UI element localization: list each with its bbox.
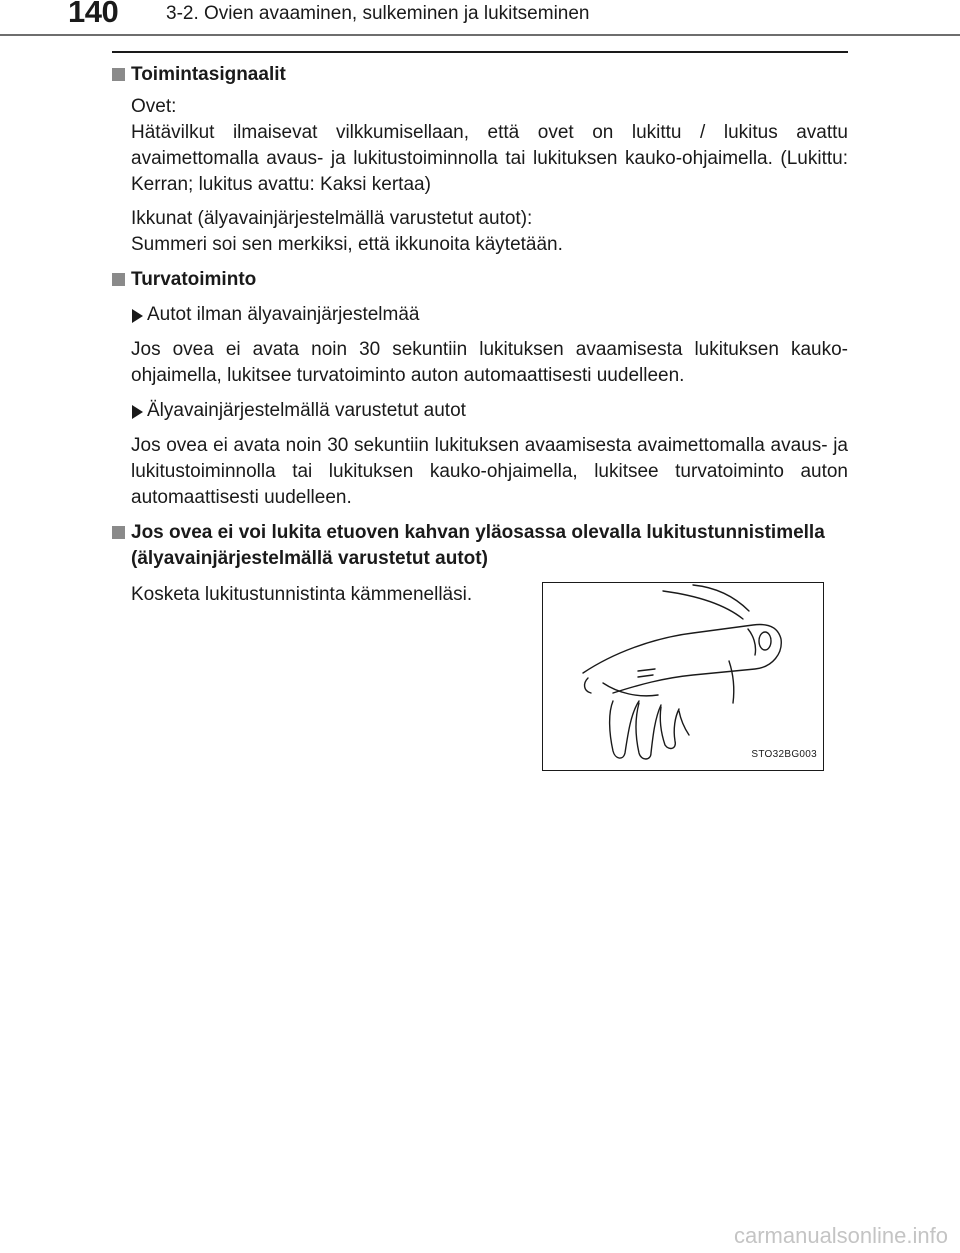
square-bullet-icon: [112, 273, 125, 286]
section-heading-text: Turvatoiminto: [131, 269, 257, 290]
security-body-2: [131, 433, 848, 511]
cannot-lock-paragraph: Kosketa lukitustunnistinta kämmenelläsi.: [131, 584, 473, 605]
page-header: [0, 0, 960, 40]
header-rule: [0, 34, 960, 36]
triangle-bullet-icon: [132, 309, 143, 323]
security-body-1: [131, 337, 848, 389]
subheading-text: Älyavainjärjestelmällä varustetut autot: [147, 400, 466, 421]
chapter-title: 3-2. Ovien avaaminen, sulkeminen ja lukitseminen: [166, 3, 590, 24]
square-bullet-icon: [112, 526, 125, 539]
cannot-lock-block: [112, 582, 848, 782]
page-content: [112, 62, 848, 782]
subheading-smart-key: [131, 398, 848, 424]
windows-text: Summeri soi sen merkiksi, että ikkunoita käytetään.: [131, 234, 563, 255]
square-bullet-icon: [112, 68, 125, 81]
security-paragraph-2: Jos ovea ei avata noin 30 sekuntiin lukituksen avaamisesta avaimettomalla avaus- ja lukitustoiminnolla tai lukituksen kauko-ohjaimella, lukitsee turvatoiminto auton automaattisesti uudelleen.: [131, 435, 848, 508]
figure-code: STO32BG003: [751, 749, 817, 760]
section-heading-signals: [112, 62, 848, 88]
section-rule: [112, 51, 848, 53]
doors-label: Ovet:: [131, 96, 177, 117]
windows-paragraph: [131, 206, 848, 258]
section-heading-cannot-lock: [112, 520, 848, 572]
signals-body: [131, 94, 848, 258]
page-number: 140: [68, 0, 119, 29]
section-heading-text: Toimintasignaalit: [131, 64, 286, 85]
subheading-no-smart-key: [131, 302, 848, 328]
doors-text: Hätävilkut ilmaisevat vilkkumisellaan, että ovet on lukittu / lukitus avattu avaimettomalla avaus- ja lukitustoiminnolla tai lukituksen kauko-ohjaimella. (Lukittu: Kerran; lukitus avattu: Kaksi kertaa): [131, 122, 848, 195]
section-heading-security: [112, 267, 848, 293]
doors-paragraph: [131, 94, 848, 198]
section-heading-text: Jos ovea ei voi lukita etuoven kahvan yläosassa olevalla lukitustunnistimella (älyavainjärjestelmällä varustetut autot): [131, 522, 825, 569]
cannot-lock-body: [131, 582, 531, 608]
security-paragraph-1: Jos ovea ei avata noin 30 sekuntiin lukituksen avaamisesta lukituksen kauko-ohjaimella, lukitsee turvatoiminto auton automaattisesti uudelleen.: [131, 339, 848, 386]
windows-label: Ikkunat (älyavainjärjestelmällä varustetut autot):: [131, 208, 533, 229]
triangle-bullet-icon: [132, 405, 143, 419]
watermark: carmanualsonline.info: [733, 1223, 948, 1248]
subheading-text: Autot ilman älyavainjärjestelmää: [147, 304, 420, 325]
door-handle-illustration: [542, 582, 824, 771]
